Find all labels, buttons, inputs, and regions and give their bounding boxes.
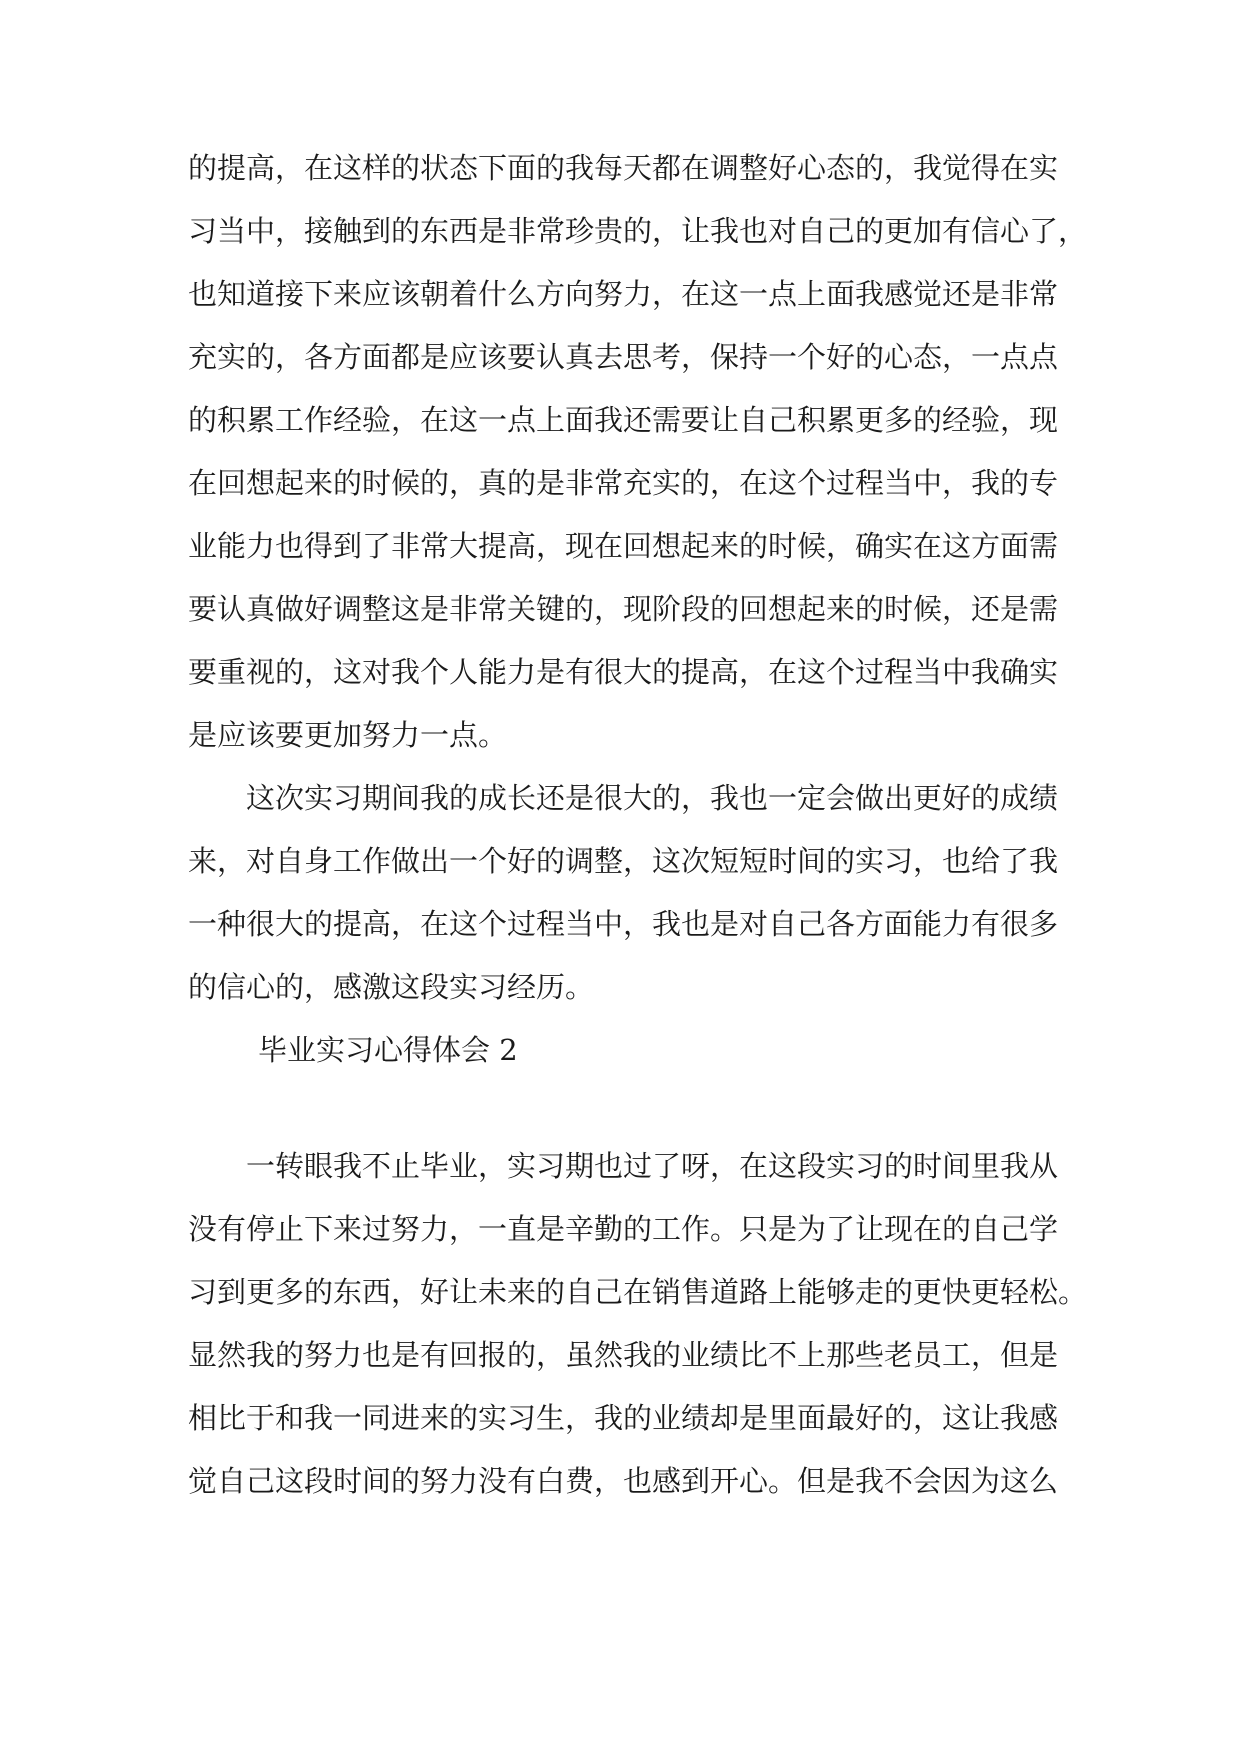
body-text-line: 一转眼我不止毕业，实习期也过了呀，在这段实习的时间里我从 <box>246 1149 1059 1183</box>
body-text-line: 要重视的，这对我个人能力是有很大的提高，在这个过程当中我确实 <box>188 655 1059 689</box>
section-heading: 毕业实习心得体会 2 <box>258 1033 518 1067</box>
body-text-line: 这次实习期间我的成长还是很大的，我也一定会做出更好的成绩 <box>246 781 1059 815</box>
body-text-line: 一种很大的提高，在这个过程当中，我也是对自己各方面能力有很多 <box>188 907 1059 941</box>
body-text-line: 相比于和我一同进来的实习生，我的业绩却是里面最好的，这让我感 <box>188 1401 1059 1435</box>
body-text-line: 习当中，接触到的东西是非常珍贵的，让我也对自己的更加有信心了， <box>188 214 1088 248</box>
body-text-line: 在回想起来的时候的，真的是非常充实的，在这个过程当中，我的专 <box>188 466 1059 500</box>
body-text-line: 觉自己这段时间的努力没有白费，也感到开心。但是我不会因为这么 <box>188 1464 1059 1498</box>
body-text-line: 的提高，在这样的状态下面的我每天都在调整好心态的，我觉得在实 <box>188 151 1059 185</box>
body-text-line: 充实的，各方面都是应该要认真去思考，保持一个好的心态，一点点 <box>188 340 1059 374</box>
body-text-line: 显然我的努力也是有回报的，虽然我的业绩比不上那些老员工，但是 <box>188 1338 1059 1372</box>
body-text-line: 是应该要更加努力一点。 <box>188 718 508 752</box>
body-text-line: 的信心的，感激这段实习经历。 <box>188 970 595 1004</box>
body-text-line: 的积累工作经验，在这一点上面我还需要让自己积累更多的经验，现 <box>188 403 1059 437</box>
body-text-line: 来，对自身工作做出一个好的调整，这次短短时间的实习，也给了我 <box>188 844 1059 878</box>
body-text-line: 业能力也得到了非常大提高，现在回想起来的时候，确实在这方面需 <box>188 529 1059 563</box>
body-text-line: 也知道接下来应该朝着什么方向努力，在这一点上面我感觉还是非常 <box>188 277 1059 311</box>
body-text-line: 没有停止下来过努力，一直是辛勤的工作。只是为了让现在的自己学 <box>188 1212 1059 1246</box>
body-text-line: 要认真做好调整这是非常关键的，现阶段的回想起来的时候，还是需 <box>188 592 1059 626</box>
body-text-line: 习到更多的东西，好让未来的自己在销售道路上能够走的更快更轻松。 <box>188 1275 1088 1309</box>
